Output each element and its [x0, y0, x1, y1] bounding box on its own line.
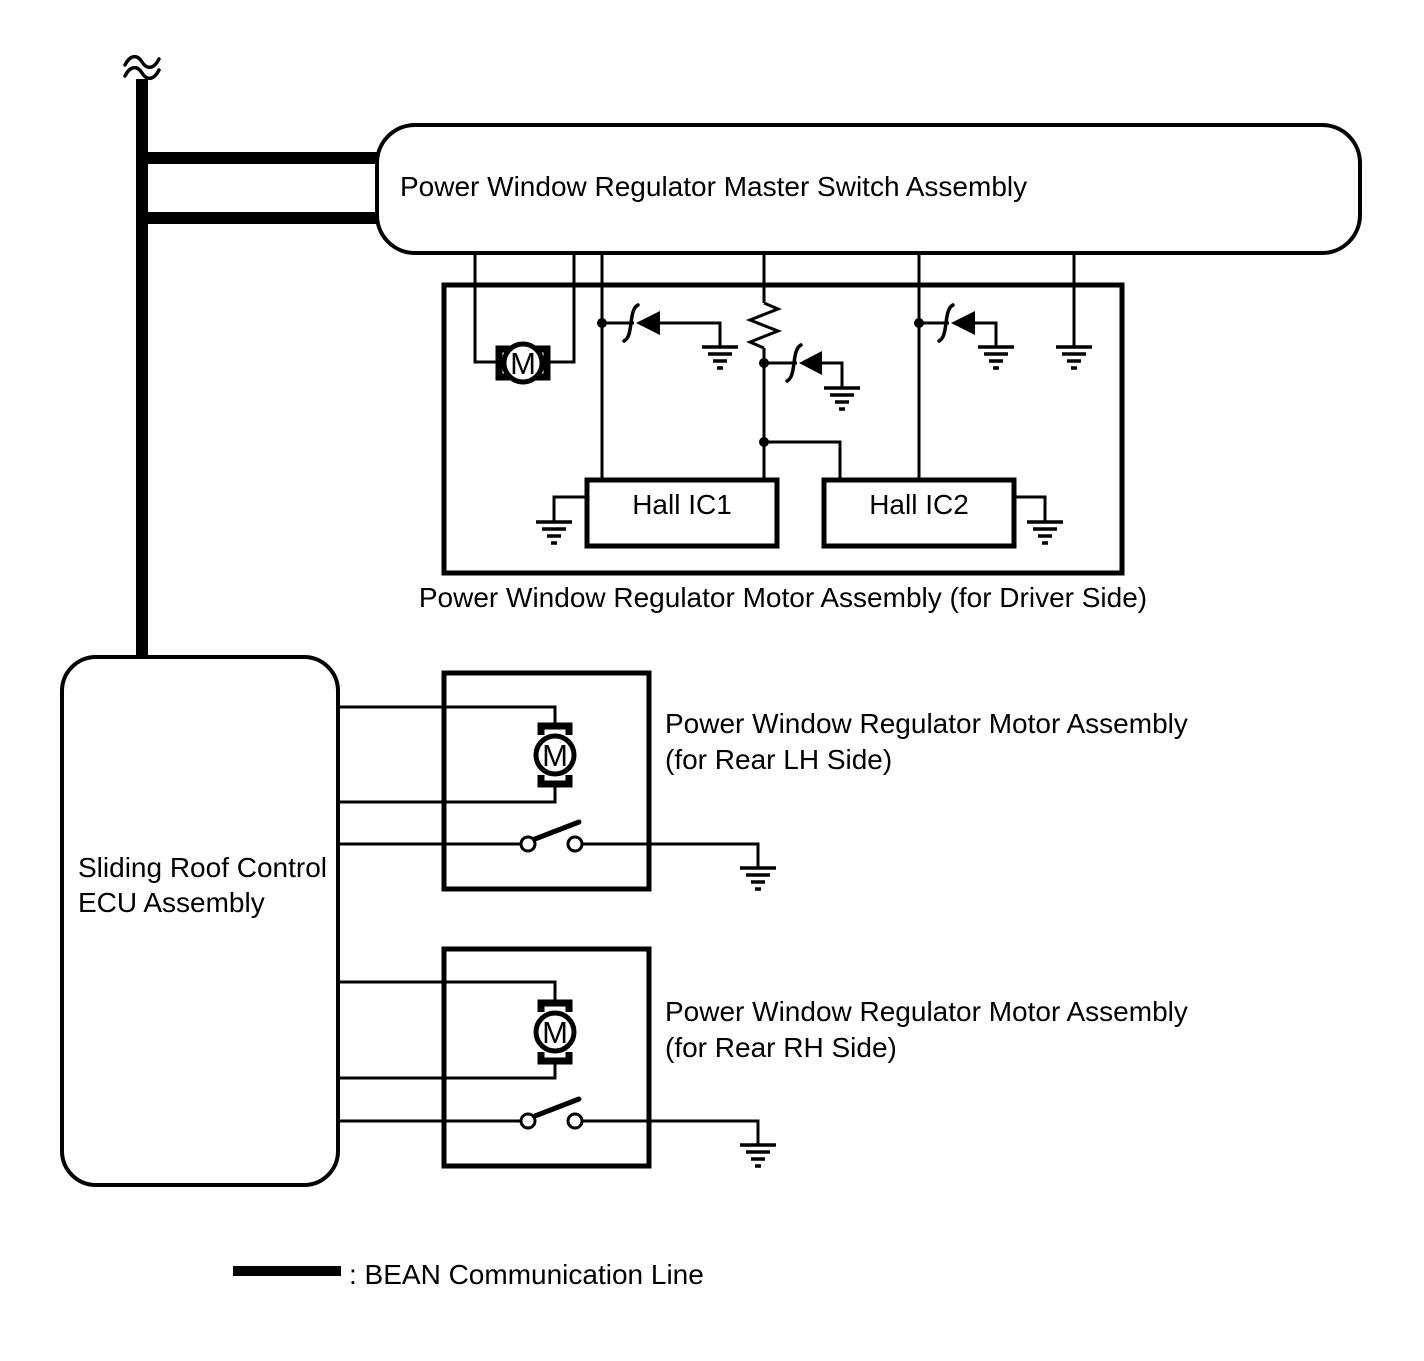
hall-ic1-label: Hall IC1 [632, 489, 732, 520]
ground-icon [740, 868, 776, 889]
legend-label: : BEAN Communication Line [349, 1259, 704, 1290]
rear-lh-motor-symbol [536, 726, 574, 784]
rear-lh-label-line2: (for Rear LH Side) [665, 744, 893, 775]
driver-motor-symbol [499, 344, 547, 382]
motor-letter: M [510, 346, 536, 381]
rear-lh-label-line1: Power Window Regulator Motor Assembly [665, 708, 1188, 739]
bean-line-sample-icon [233, 1266, 341, 1276]
driver-motor-caption: Power Window Regulator Motor Assembly (for Driver Side) [418, 582, 1148, 613]
ecu-box [62, 657, 338, 1185]
legend [233, 1259, 704, 1290]
wire-break-squiggle-icon [125, 68, 159, 79]
rear-rh-label-line2: (for Rear RH Side) [665, 1032, 897, 1063]
junction-dot [759, 437, 769, 447]
rear-rh-label-line1: Power Window Regulator Motor Assembly [665, 996, 1188, 1027]
ecu-label-line1: Sliding Roof Control [78, 852, 328, 883]
hall-ic2-label: Hall IC2 [869, 489, 969, 520]
rear-rh-motor-symbol [536, 1003, 574, 1061]
ecu-label-line2: ECU Assembly [78, 887, 265, 918]
motor-letter: M [542, 738, 568, 773]
ground-icon [740, 1145, 776, 1166]
bean-communication-trunk [125, 57, 379, 657]
wire-break-squiggle-icon [125, 57, 159, 68]
master-switch-label: Power Window Regulator Master Switch Assembly [400, 171, 1028, 202]
motor-letter: M [542, 1015, 568, 1050]
